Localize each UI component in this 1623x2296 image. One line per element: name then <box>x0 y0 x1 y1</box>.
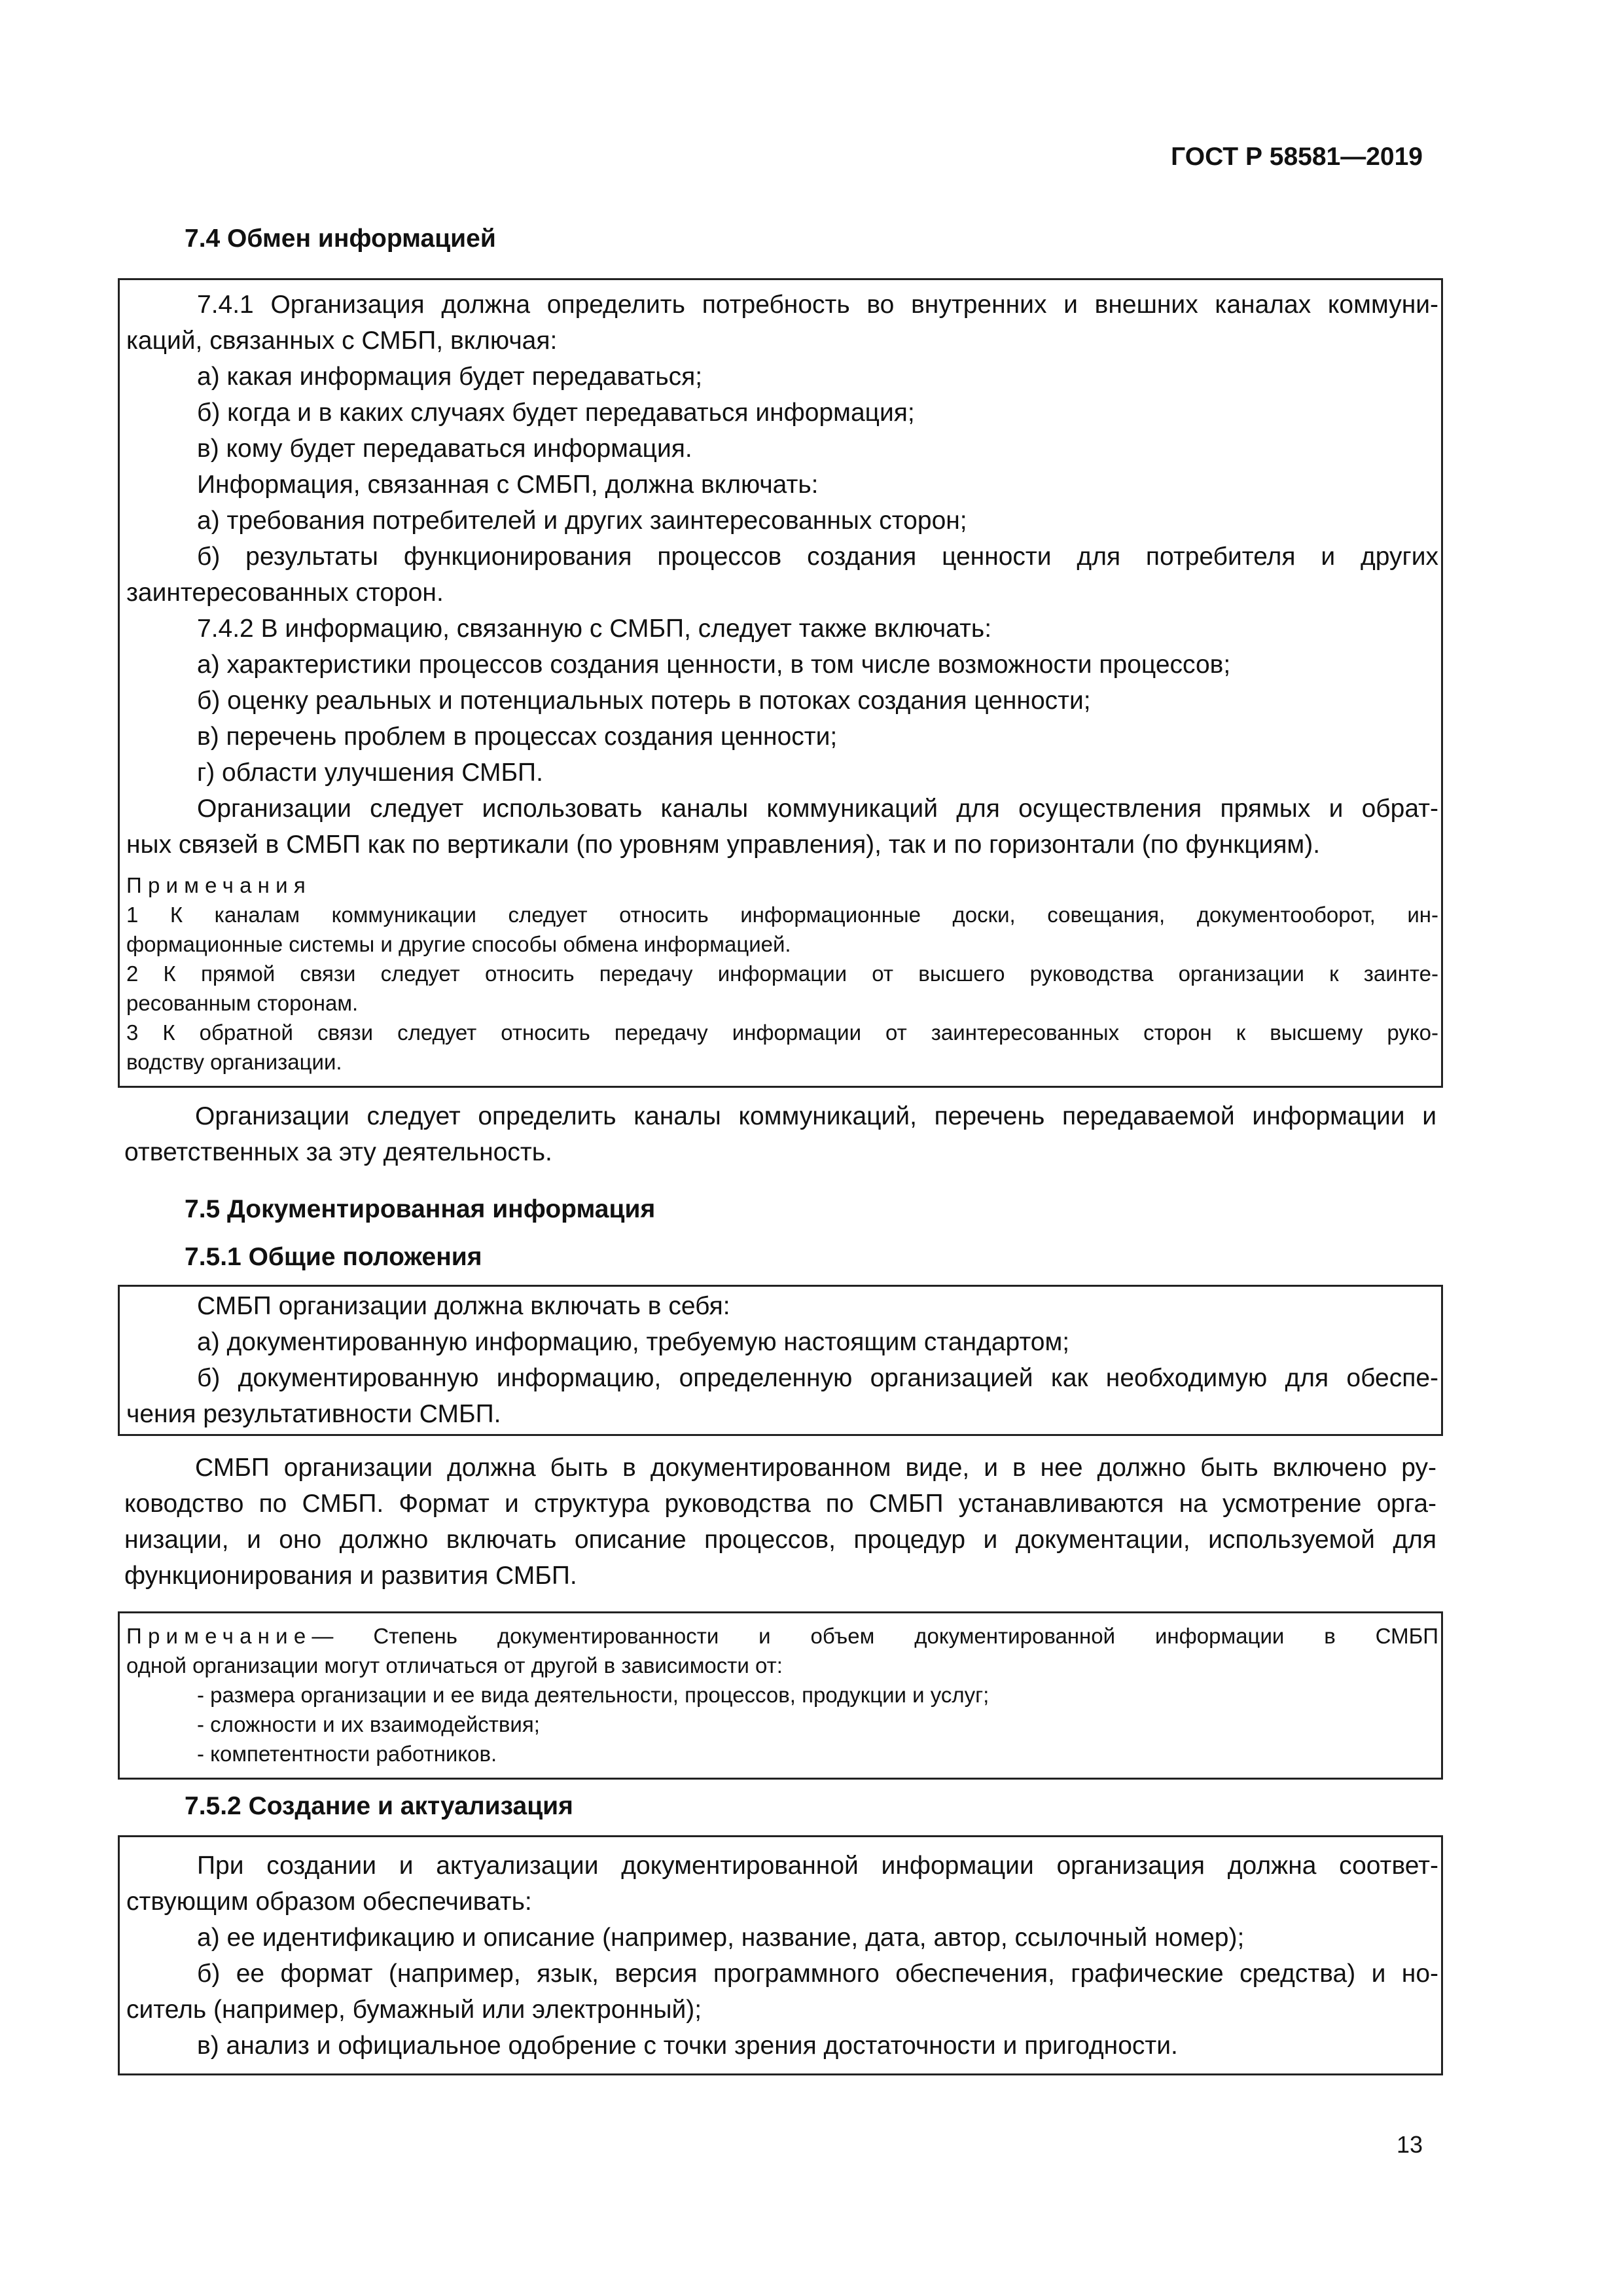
note-line: 3 К обратной связи следует относить передачу информации от заинтересованных сторон к высшему руко- <box>126 1020 1438 1045</box>
list-item: б) ее формат (например, язык, версия программного обеспечения, графические средства) и но- <box>197 1960 1438 1988</box>
list-item: а) характеристики процессов создания ценности, в том числе возможности процессов; <box>197 651 1231 679</box>
section-7-5-title: 7.5 Документированная информация <box>185 1195 656 1223</box>
subsection-7-5-2-title: 7.5.2 Создание и актуализация <box>185 1792 573 1820</box>
list-item: а) какая информация будет передаваться; <box>197 363 703 391</box>
text-line: 7.4.1 Организация должна определить потребность во внутренних и внешних каналах коммуни- <box>197 291 1438 319</box>
list-item: б) результаты функционирования процессов создания ценности для потребителя и других <box>197 543 1438 571</box>
list-item: - сложности и их взаимодействия; <box>197 1712 540 1736</box>
list-item: б) когда и в каких случаях будет передаваться информация; <box>197 399 915 427</box>
list-item: в) кому будет передаваться информация. <box>197 435 692 463</box>
text-line: СМБП организации должна быть в документированном виде, и в нее должно быть включено ру- <box>195 1454 1436 1482</box>
list-item: б) документированную информацию, определенную организацией как необходимую для обеспе- <box>197 1364 1438 1392</box>
list-item: а) документированную информацию, требуемую настоящим стандартом; <box>197 1328 1070 1356</box>
requirements-box-7-5-2 <box>118 1835 1443 2075</box>
list-item: - размера организации и ее вида деятельности, процессов, продукции и услуг; <box>197 1683 990 1707</box>
page-number: 13 <box>1396 2131 1423 2158</box>
note-line: 2 К прямой связи следует относить передачу информации от высшего руководства организации к заинте- <box>126 961 1438 986</box>
text-line: Информация, связанная с СМБП, должна включать: <box>197 471 819 499</box>
notes-label: Примечания <box>126 873 312 897</box>
list-item: в) перечень проблем в процессах создания ценности; <box>197 723 838 751</box>
requirements-box-7-5-1 <box>118 1285 1443 1436</box>
text-line: каций, связанных с СМБП, включая: <box>126 327 558 355</box>
text-line: 7.4.2 В информацию, связанную с СМБП, следует также включать: <box>197 615 992 643</box>
text-line: ководство по СМБП. Формат и структура руководства по СМБП устанавливаются на усмотрение орга- <box>124 1490 1436 1518</box>
text-line: чения результативности СМБП. <box>126 1400 501 1428</box>
text-line: ответственных за эту деятельность. <box>124 1138 552 1166</box>
note-line: формационные системы и другие способы обмена информацией. <box>126 932 791 956</box>
text-line: ных связей в СМБП как по вертикали (по уровням управления), так и по горизонтали (по функциям). <box>126 831 1321 859</box>
paragraph-7-5-1 <box>118 1450 1443 1594</box>
requirements-box-7-4 <box>118 278 1443 1088</box>
subsection-7-5-1-title: 7.5.1 Общие положения <box>185 1243 482 1271</box>
list-item: г) области улучшения СМБП. <box>197 759 543 787</box>
list-item: - компетентности работников. <box>197 1742 497 1766</box>
note-line: водству организации. <box>126 1050 342 1074</box>
text-line: функционирования и развития СМБП. <box>124 1562 577 1590</box>
text-line: Организации следует использовать каналы коммуникаций для осуществления прямых и обрат- <box>197 795 1438 823</box>
text-line: При создании и актуализации документированной информации организация должна соответ- <box>197 1852 1438 1880</box>
note-line: одной организации могут отличаться от другой в зависимости от: <box>126 1653 783 1677</box>
text-line: ствующим образом обеспечивать: <box>126 1888 532 1916</box>
text-line: ситель (например, бумажный или электронный); <box>126 1996 702 2024</box>
note-label: Примечание <box>126 1624 312 1648</box>
document-code: ГОСТ Р 58581—2019 <box>1171 143 1423 171</box>
note-text: — Степень документированности и объем документированной информации в СМБП <box>312 1624 1438 1648</box>
list-item: а) требования потребителей и других заинтересованных сторон; <box>197 507 967 535</box>
text-line: заинтересованных сторон. <box>126 579 444 607</box>
note-line <box>120 1621 1445 1651</box>
list-item: а) ее идентификацию и описание (например, название, дата, автор, ссылочный номер); <box>197 1924 1245 1952</box>
list-item: в) анализ и официальное одобрение с точки зрения достаточности и пригодности. <box>197 2032 1178 2060</box>
section-7-4-title: 7.4 Обмен информацией <box>185 224 496 253</box>
list-item: б) оценку реальных и потенциальных потерь в потоках создания ценности; <box>197 687 1091 715</box>
note-line: ресованным сторонам. <box>126 991 359 1015</box>
text-line: СМБП организации должна включать в себя: <box>197 1292 730 1320</box>
note-line: 1 К каналам коммуникации следует относить информационные доски, совещания, документооборот, ин- <box>126 903 1438 927</box>
paragraph-after-7-4 <box>118 1098 1443 1170</box>
note-box-7-5-1 <box>118 1611 1443 1780</box>
text-line: Организации следует определить каналы коммуникаций, перечень передаваемой информации и <box>195 1102 1436 1130</box>
text-line: низации, и оно должно включать описание процессов, процедур и документации, используемой для <box>124 1526 1436 1554</box>
